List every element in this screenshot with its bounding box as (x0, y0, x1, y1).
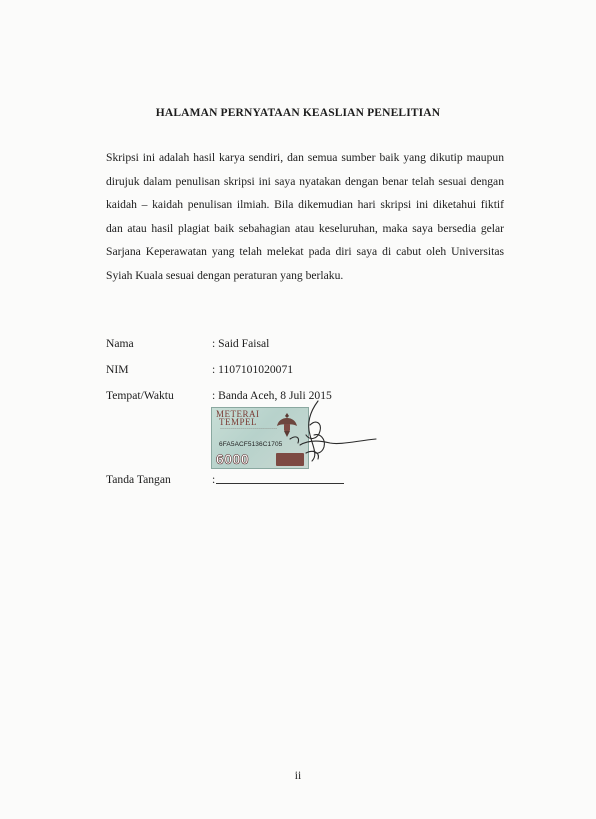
stamp-serial: 6FA5ACF5136C1705 (219, 441, 283, 448)
paragraph-line: kaidah – kaidah penulisan ilmiah. Bila dikemudian hari skripsi ini diketahui fiktif (106, 198, 504, 212)
field-label: Nama (106, 337, 134, 350)
statement-paragraph (106, 146, 504, 288)
page-title: HALAMAN PERNYATAAN KEASLIAN PENELITIAN (155, 107, 441, 119)
signature-line (216, 483, 344, 484)
field-label: Tempat/Waktu (106, 389, 174, 402)
stamp-amount: 6000 (216, 451, 250, 467)
paragraph-line: Syiah Kuala sesuai dengan peraturan yang berlaku. (106, 268, 344, 282)
page-number: ii (294, 770, 302, 782)
paragraph-line: dirujuk dalam penulisan skripsi ini saya nyatakan dengan benar telah sesuai dengan (106, 174, 504, 188)
field-value: : 1107101020071 (212, 363, 294, 376)
stamp-title: METERAI TEMPEL (216, 409, 260, 427)
paragraph-line: Sarjana Keperawatan yang telah melekat pada diri saya di cabut oleh Universitas (106, 245, 504, 259)
handwritten-signature (270, 395, 380, 475)
paragraph-line: Skripsi ini adalah hasil karya sendiri, dan semua sumber baik yang dikutip maupun (106, 151, 504, 164)
paragraph-line: dan atau hasil plagiat baik sebahagian atau keseluruhan, maka saya bersedia gelar (106, 221, 504, 235)
field-value: : Said Faisal (212, 337, 270, 350)
field-label: Tanda Tangan (106, 473, 171, 486)
stamp-microtext: ~~~~~~~~~~~~~~~~~~~~~~~~~~~~ (220, 427, 278, 431)
field-value: : Banda Aceh, 8 Juli 2015 (212, 389, 332, 402)
field-value: : (212, 473, 216, 486)
field-label: NIM (106, 363, 129, 376)
